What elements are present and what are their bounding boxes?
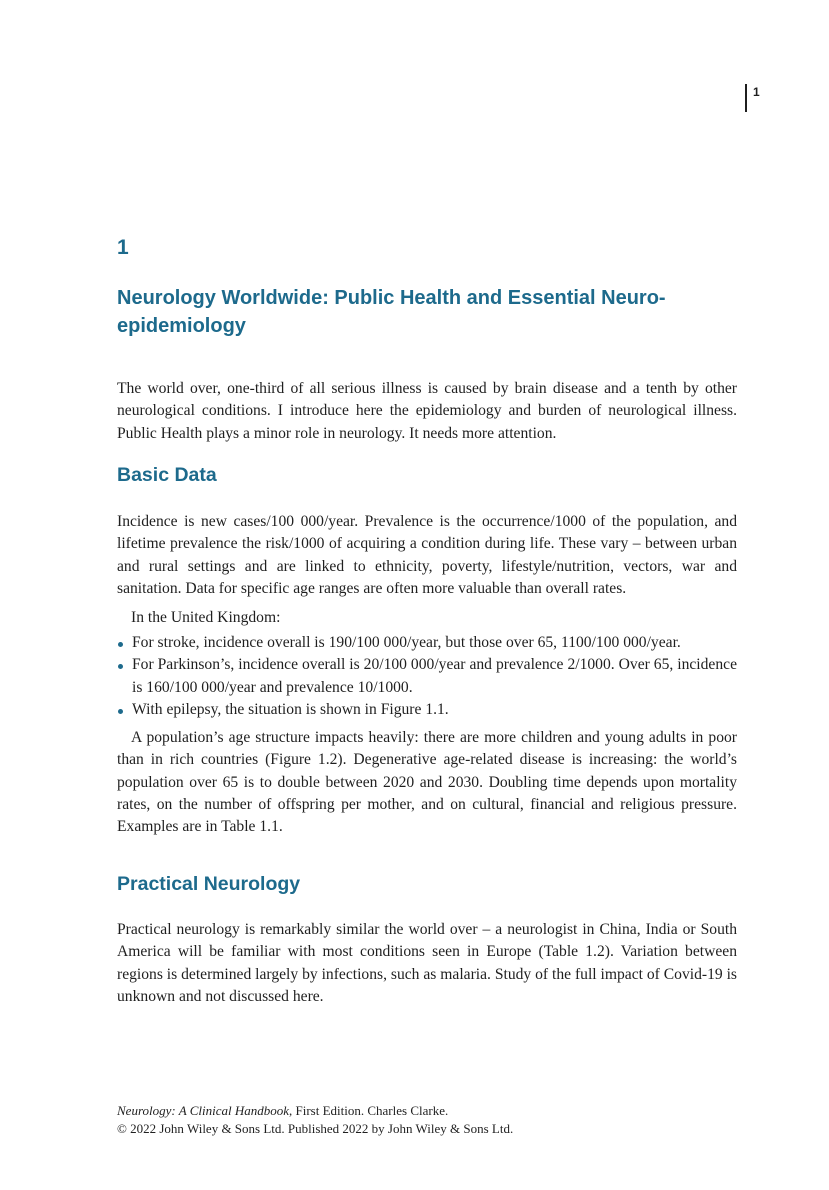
book-title: Neurology: A Clinical Handbook [117, 1103, 289, 1118]
copyright-line: © 2022 John Wiley & Sons Ltd. Published 2022 by John Wiley & Sons Ltd. [117, 1121, 514, 1136]
section-heading-practical-neurology: Practical Neurology [117, 873, 301, 895]
uk-bullet-list [117, 632, 737, 721]
practical-neurology-paragraph: Practical neurology is remarkably similar the world over – a neurologist in China, India or South America will be familiar with most conditions seen in Europe (Table 1.2). Variation between regions is determined largely by infections, such as malaria. Study of the full impact of Covid-19 is unknown and not discussed here. [117, 921, 737, 1005]
footer-citation [117, 1102, 737, 1120]
chapter-number: 1 [117, 236, 129, 259]
page-number: 1 [745, 84, 760, 112]
edition-author: , First Edition. Charles Clarke. [289, 1103, 449, 1118]
basic-data-paragraph: Incidence is new cases/100 000/year. Prevalence is the occurrence/1000 of the population, and lifetime prevalence the risk/1000 of acquiring a condition during life. These vary – between urban and rural settings and are linked to ethnicity, poverty, lifestyle/nutrition, vectors, war and sanitation. Data for specific age ranges are often more valuable than overall rates. [117, 513, 737, 597]
uk-lead-line: In the United Kingdom: [131, 609, 281, 626]
list-item: With epilepsy, the situation is shown in Figure 1.1. [117, 699, 737, 721]
intro-paragraph: The world over, one-third of all serious illness is caused by brain disease and a tenth by other neurological conditions. I introduce here the epidemiology and burden of neurological illness. Public Health plays a minor role in neurology. It needs more attention. [117, 380, 737, 442]
age-structure-paragraph: A population’s age structure impacts heavily: there are more children and young adults in poor than in rich countries (Figure 1.2). Degenerative age-related disease is increasing: the world’s population over 65 is to double between 2020 and 2030. Doubling time depends upon mortality rates, on the number of offspring per mother, and on cultural, financial and religious pressure. Examples are in Table 1.1. [117, 729, 737, 836]
chapter-title: Neurology Worldwide: Public Health and Essential Neuro-epidemiology [117, 287, 666, 337]
footer [117, 1102, 737, 1138]
list-item: For Parkinson’s, incidence overall is 20/100 000/year and prevalence 2/1000. Over 65, incidence is 160/100 000/year and prevalence 10/1000. [117, 654, 737, 699]
section-heading-basic-data: Basic Data [117, 464, 217, 486]
list-item: For stroke, incidence overall is 190/100 000/year, but those over 65, 1100/100 000/year. [117, 632, 737, 654]
